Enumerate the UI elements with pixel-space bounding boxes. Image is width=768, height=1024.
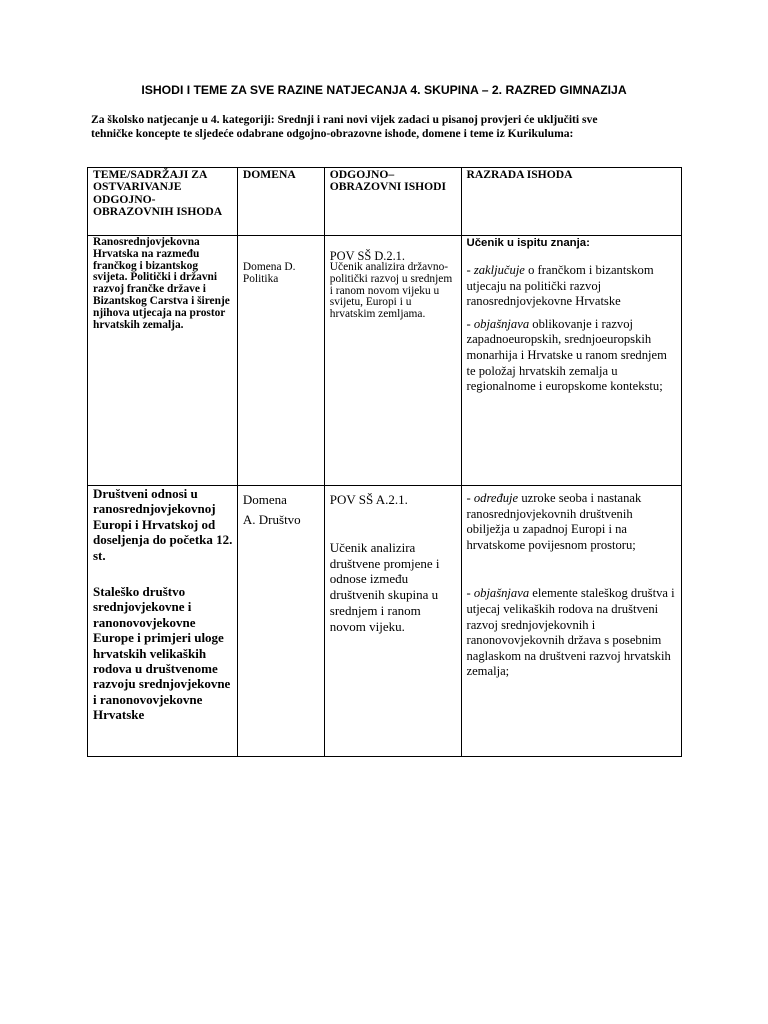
row2-outcome-code: POV SŠ A.2.1. [329, 492, 408, 507]
row1-bullet-2-verb: objašnjava [473, 316, 530, 331]
row2-bullet-2-verb: objašnjava [473, 586, 530, 601]
table-row [88, 236, 682, 486]
row1-bullet-1-text: o frančkom i bizantskom utjecaju na politički razvoj ranosrednjovjekovne Hrvatske [466, 263, 654, 309]
intro-line-2: tehničke koncepte te sljedeće odabrane odgojno-obrazovne ishode, domene i teme iz Kurikuluma: [91, 127, 574, 140]
row1-domain: Domena D. Politika [242, 261, 296, 285]
header-domain: DOMENA [237, 168, 324, 236]
row1-outcome-cell [324, 236, 461, 486]
row2-bullet-2-text: elemente staleškog društva i utjecaj velikaških rodova na društveni razvoj srednjovjekovnih i ranonovovjekovnih država s posebnim naglaskom na društveni razvoj hrvatskih zemalja; [466, 586, 675, 679]
row2-domain-line-2: A. Društvo [242, 512, 301, 527]
row2-outcome-text: Učenik analizira društvene promjene i odnose između društvenih skupina u srednjem i ranom novom vijeku. [329, 539, 440, 634]
row1-bullet-2: - objašnjava oblikovanje i razvoj zapadnoeuropskih, srednjoeuropskih monarhija i Hrvatske u ranom srednjem te položaj hrvatskih zemalja u regionalnome i europskome kontekstu; [466, 316, 667, 394]
header-outcomes: ODGOJNO– OBRAZOVNI ISHODI [324, 168, 461, 236]
document-title: ISHODI I TEME ZA SVE RAZINE NATJECANJA 4. SKUPINA – 2. RAZRED GIMNAZIJA [141, 83, 627, 97]
table-header-row [88, 168, 682, 236]
header-elaboration: RAZRADA ISHODA [461, 168, 682, 236]
row2-topic-1: Društveni odnosi u ranosrednjovjekovnoj Europi i Hrvatskoj od doseljenja do početka 12. st. [93, 486, 233, 563]
row2-topic-2: Staleško društvo srednjovjekovne i ranonovovjekovne Europe i primjeri uloge hrvatskih velikaških rodova u društvenome razvoju srednjovjekovne i ranonovovjekovne Hrvatske [93, 584, 231, 723]
row1-outcome-code: POV SŠ D.2.1. [329, 249, 405, 263]
row1-topic: Ranosrednjovjekovna Hrvatska na razmeđu frančkog i bizantskog svijeta. Politički i državni razvoj frančke države i Bizantskog Carstva i širenje njihova utjecaja na prostor hrvatskih zemalja. [88, 236, 238, 486]
row1-elaboration-cell [461, 236, 682, 486]
row2-domain-cell [237, 486, 324, 757]
row2-domain-line-1: Domena [242, 492, 287, 507]
row2-bullet-1: - određuje uzroke seoba i nastanak ranosrednjovjekovnih društvenih obilježja u zapadnoj Europi i na hrvatskome povijesnom prostoru; [466, 491, 642, 552]
row1-bullet-1: - zaključuje o frančkom i bizantskom utjecaju na politički razvoj ranosrednjovjekovne Hrvatske [466, 263, 654, 309]
header-topics: TEME/SADRŽAJI ZA OSTVARIVANJE ODGOJNO-OBRAZOVNIH ISHODA [88, 168, 238, 236]
row1-outcome-text: Učenik analizira državno-politički razvoj u srednjem i ranom novom vijeku u svijetu, Europi i u hrvatskim zemljama. [329, 261, 453, 321]
row1-bullet-2-text: oblikovanje i razvoj zapadnoeuropskih, srednjoeuropskih monarhija i Hrvatske u ranom srednjem te položaj hrvatskih zemalja u regionalnome i europskome kontekstu; [466, 316, 667, 394]
row1-lead: Učenik u ispitu znanja: [466, 237, 590, 249]
row2-bullet-1-text: uzroke seoba i nastanak ranosrednjovjekovnih društvenih obilježja u zapadnoj Europi i na hrvatskome povijesnom prostoru; [466, 491, 642, 552]
row2-bullet-1-verb: određuje [473, 491, 519, 505]
row2-elaboration-cell [461, 486, 682, 757]
row2-outcome-cell [324, 486, 461, 757]
table-row [88, 486, 682, 757]
intro-paragraph [91, 113, 691, 141]
outcomes-table [87, 167, 682, 757]
intro-line-1: Za školsko natjecanje u 4. kategoriji: Srednji i rani novi vijek zadaci u pisanoj provjeri će uključiti sve [91, 113, 598, 126]
row2-topic-cell [88, 486, 238, 757]
row2-bullet-2: - objašnjava elemente staleškog društva i utjecaj velikaških rodova na društveni razvoj srednjovjekovnih i ranonovovjekovnih država s posebnim naglaskom na društveni razvoj hrvatskih zemalja; [466, 586, 675, 679]
row1-bullet-1-verb: zaključuje [473, 263, 525, 277]
row1-domain-cell [237, 236, 324, 486]
